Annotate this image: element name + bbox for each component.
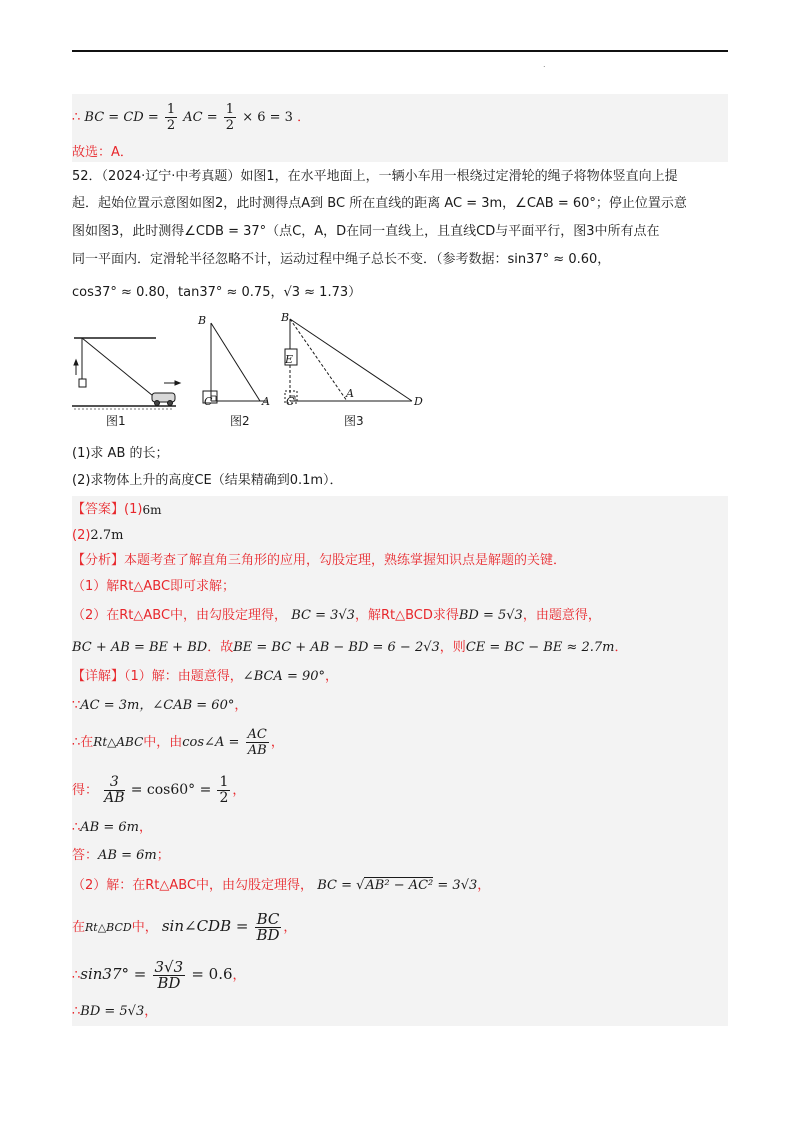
fraction: $\frac{BC}{BD}$ (256, 910, 280, 944)
fraction: $\frac{1}{2}$ (166, 102, 176, 133)
analysis-intro: 【分析】本题考查了解直角三角形的应用，勾股定理，熟练掌握知识点是解题的关键． (72, 553, 567, 568)
analysis-step-1: （1）解Rt△ABC即可求解； (72, 579, 236, 594)
problem-line-3: 图如图3，此时测得∠CDB = 37°（点C，A，D在同一直线上，且直线CD与平面平行，图3中所有点在 (72, 224, 660, 239)
figure-drawing (72, 305, 442, 435)
answer-line-2: (2)2.7m (72, 528, 124, 543)
problem-line-5: cos37° ≈ 0.80，tan37° ≈ 0.75，√3 ≈ 1.73） (72, 285, 362, 300)
figure-2-caption: 图2 (230, 414, 250, 428)
label-d-3: D (414, 395, 423, 408)
detail-line-9: ∴sin37° = $\frac{3√3}{BD}$ = 0.6， (72, 958, 246, 992)
problem-line-2: 起．起始位置示意图如图2，此时测得点A到 BC 所在直线的距离 AC = 3m，∠CAB = 60°；停止位置示意 (72, 196, 687, 211)
figure-2 (203, 323, 268, 403)
detail-line-8: 在Rt△BCD中， sin∠CDB = $\frac{BC}{BD}$ ， (72, 910, 297, 944)
detail-line-7: （2）解：在Rt△ABC中，由勾股定理得， BC = √AB² − AC² = 3√3， (72, 878, 491, 893)
analysis-step-3: BC + AB = BE + BD．故BE = BC + AB − BD = 6 − 2√3，则CE = BC − BE ≈ 2.7m． (72, 640, 628, 655)
detail-line-10: ∴BD = 5√3， (72, 1004, 158, 1019)
fraction: $\frac{1}{2}$ (219, 774, 229, 806)
point-labels (197, 311, 423, 408)
question-2: (2)求物体上升的高度CE（结果精确到0.1m）． (72, 473, 343, 488)
label-b-3: B (281, 311, 290, 324)
label-b-2: B (198, 314, 207, 327)
detail-line-5: ∴AB = 6m， (72, 820, 152, 835)
fraction: $\frac{1}{2}$ (225, 102, 235, 133)
label-a-2: A (262, 395, 270, 408)
detail-line-4: 得： $\frac{3}{AB}$ = cos60° = $\frac{1}{2}$ ， (72, 774, 246, 806)
analysis-step-2: （2）在Rt△ABC中，由勾股定理得， BC = 3√3，解Rt△BCD求得BD = 5√3，由题意得， (72, 608, 601, 623)
detail-line-2: ∵AC = 3m，∠CAB = 60°， (72, 698, 248, 713)
label-e-3: E (285, 353, 294, 366)
prev-equation: ∴ BC = CD = $\frac{1}{2}$ AC = $\frac{1}{2}$ × 6 = 3 ． (72, 102, 311, 133)
prev-choice: 故选：A． (72, 145, 133, 160)
detail-line-6: 答：AB = 6m； (72, 848, 170, 863)
fraction: $\frac{AC}{AB}$ (247, 727, 267, 758)
problem-line-4: 同一平面内．定滑轮半径忽略不计，运动过程中绳子总长不变．（参考数据：sin37° ≈ 0.60， (72, 252, 611, 267)
label-c-3: C (286, 395, 295, 408)
answer-line-1: 【答案】(1)6m (72, 502, 162, 517)
header-mark: . (543, 60, 546, 69)
header-rule (72, 50, 728, 52)
figure-1-caption: 图1 (106, 414, 126, 428)
figure-group (72, 305, 442, 435)
label-c-2: C (204, 395, 213, 408)
detail-line-1: 【详解】（1）解：由题意得，∠BCA = 90°， (72, 669, 339, 684)
figure-1 (72, 338, 180, 409)
fraction: $\frac{3√3}{BD}$ (154, 958, 184, 992)
fraction: $\frac{3}{AB}$ (104, 774, 125, 806)
figure-3-caption: 图3 (344, 414, 364, 428)
detail-line-3: ∴在Rt△ABC中，由cos∠A = $\frac{AC}{AB}$ ， (72, 727, 284, 758)
problem-line-1: 52．（2024·辽宁·中考真题）如图1，在水平地面上，一辆小车用一根绕过定滑轮的绳子将物体竖直向上提 (72, 169, 678, 184)
question-1: (1)求 AB 的长； (72, 446, 169, 461)
label-a-3: A (346, 387, 354, 400)
